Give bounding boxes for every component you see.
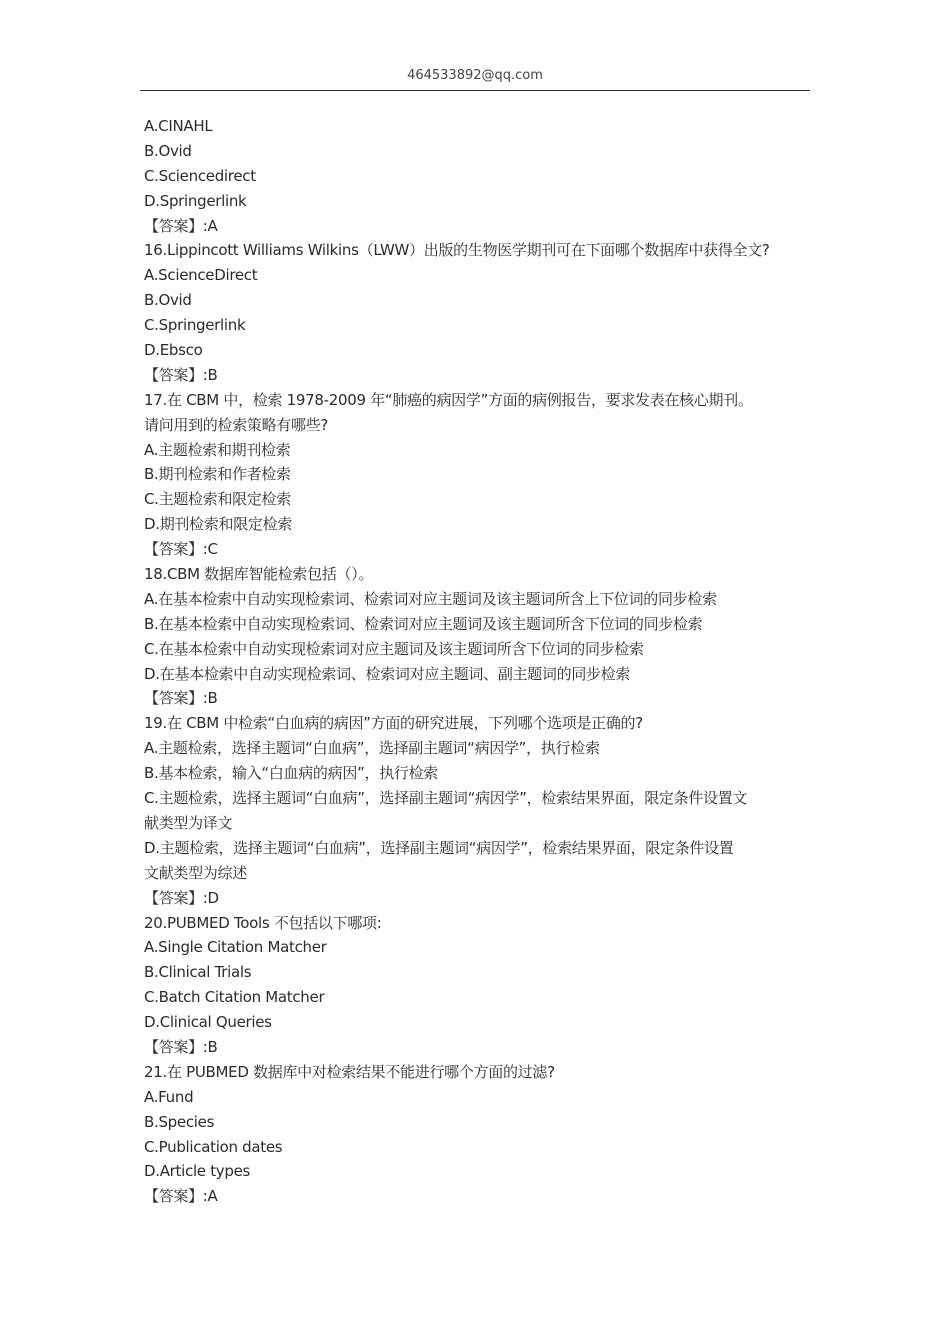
option-line: D.主题检索，选择主题词“白血病”，选择副主题词“病因学”，检索结果界面，限定条件设置	[144, 838, 734, 857]
option-line: C.Springerlink	[144, 316, 246, 335]
option-line: D.Springerlink	[144, 191, 247, 210]
option-line: C.主题检索和限定检索	[144, 490, 291, 509]
option-line: D.Ebsco	[144, 341, 203, 360]
option-line: A.Fund	[144, 1087, 194, 1106]
answer-line: 【答案】:A	[144, 216, 218, 235]
option-line: C.在基本检索中自动实现检索词对应主题词及该主题词所含下位词的同步检索	[144, 639, 644, 658]
question-21: 21.在 PUBMED 数据库中对检索结果不能进行哪个方面的过滤?	[144, 1062, 555, 1081]
option-line: B.Ovid	[144, 291, 192, 310]
question-20: 20.PUBMED Tools 不包括以下哪项:	[144, 913, 382, 932]
option-line: B.基本检索，输入“白血病的病因”，执行检索	[144, 764, 439, 783]
question-17: 17.在 CBM 中，检索 1978-2009 年“肺癌的病因学”方面的病例报告，要求发表在核心期刊。	[144, 390, 753, 409]
option-line: A.主题检索，选择主题词“白血病”，选择副主题词“病因学”，执行检索	[144, 739, 600, 758]
option-line: D.在基本检索中自动实现检索词、检索词对应主题词、副主题词的同步检索	[144, 664, 631, 683]
question-16: 16.Lippincott Williams Wilkins（LWW）出版的生物医学期刊可在下面哪个数据库中获得全文?	[144, 241, 770, 260]
option-line: C.Batch Citation Matcher	[144, 988, 325, 1007]
option-line: B.期刊检索和作者检索	[144, 465, 291, 484]
page-header	[140, 66, 810, 91]
answer-line: 【答案】:B	[144, 1037, 218, 1056]
question-17-continued: 请问用到的检索策略有哪些?	[144, 415, 329, 434]
option-line: C.Sciencedirect	[144, 166, 256, 185]
option-line: C.Publication dates	[144, 1137, 283, 1156]
answer-line: 【答案】:A	[144, 1187, 218, 1206]
option-line: B.Species	[144, 1112, 215, 1131]
option-line-continued: 献类型为译文	[144, 813, 233, 832]
header-email: 464533892@qq.com	[407, 68, 543, 83]
answer-line: 【答案】:D	[144, 888, 219, 907]
option-line-continued: 文献类型为综述	[144, 863, 247, 882]
option-line: B.Clinical Trials	[144, 963, 252, 982]
answer-line: 【答案】:B	[144, 365, 218, 384]
option-line: A.主题检索和期刊检索	[144, 440, 291, 459]
answer-line: 【答案】:B	[144, 689, 218, 708]
option-line: D.期刊检索和限定检索	[144, 515, 293, 534]
option-line: A.ScienceDirect	[144, 266, 258, 285]
option-line: B.Ovid	[144, 141, 192, 160]
option-line: A.Single Citation Matcher	[144, 938, 327, 957]
option-line: B.在基本检索中自动实现检索词、检索词对应主题词及该主题词所含下位词的同步检索	[144, 614, 703, 633]
option-line: D.Clinical Queries	[144, 1013, 272, 1032]
option-line: A.在基本检索中自动实现检索词、检索词对应主题词及该主题词所含上下位词的同步检索	[144, 589, 717, 608]
answer-line: 【答案】:C	[144, 540, 218, 559]
document-body	[144, 114, 816, 1209]
option-line: A.CINAHL	[144, 117, 213, 135]
option-line: D.Article types	[144, 1162, 251, 1181]
question-19: 19.在 CBM 中检索“白血病的病因”方面的研究进展，下列哪个选项是正确的?	[144, 714, 643, 733]
option-line: C.主题检索，选择主题词“白血病”，选择副主题词“病因学”，检索结果界面，限定条件设置文	[144, 789, 748, 808]
question-18: 18.CBM 数据库智能检索包括（）。	[144, 565, 374, 584]
